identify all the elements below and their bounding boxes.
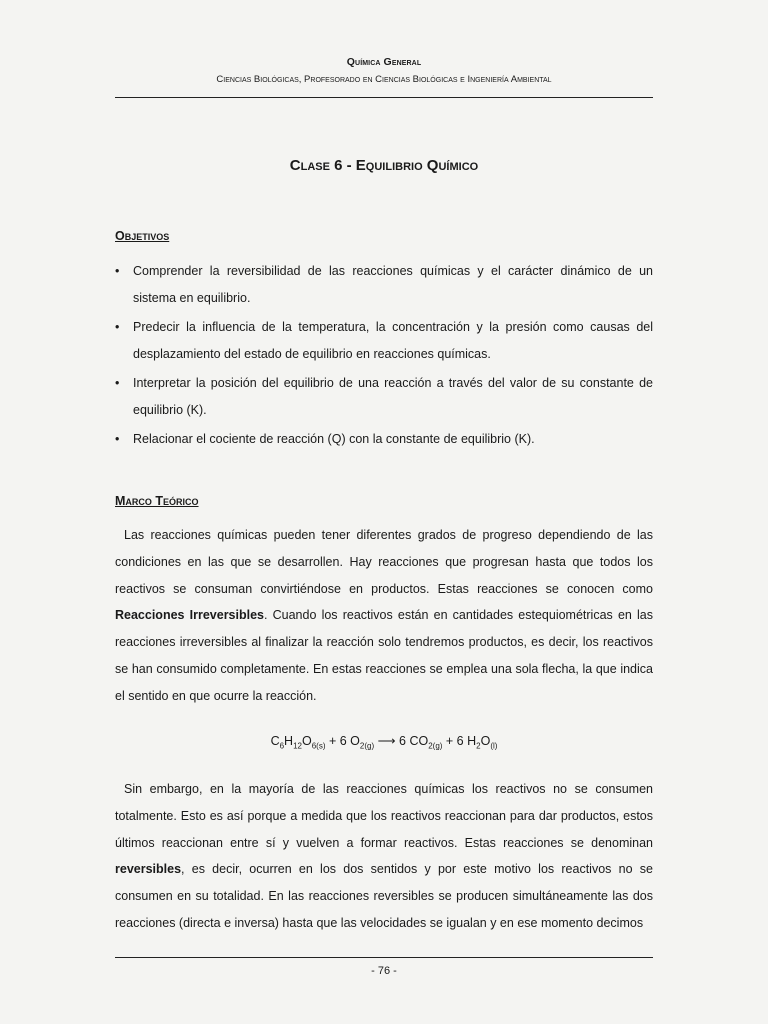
- objectives-list: [115, 258, 653, 455]
- footer-rule: [115, 957, 653, 958]
- course-name: Química General: [346, 56, 422, 68]
- program-names: Ciencias Biológicas, Profesorado en Ciencias Biológicas e Ingeniería Ambiental: [216, 74, 552, 85]
- reaction-arrow-icon: ⟶: [374, 734, 400, 748]
- bold-term: reversibles: [115, 862, 182, 877]
- objective-text: Predecir la influencia de la temperatura, la concentración y la presión como causas del desplazamiento del estado de equilibrio en reacciones químicas.: [133, 320, 653, 361]
- paragraph-irreversibles: [115, 522, 653, 710]
- page-title: Clase 6 - Equilibrio Químico: [289, 157, 479, 174]
- bullet-icon: •: [115, 432, 120, 446]
- bullet-icon: •: [115, 264, 120, 278]
- chemical-equation: $C_6H_{12}O_{6(s)} + 6$ $O_{2(g)}$ ⟶ 6 $CO_{2(g)} + 6$ $H_2O_{(l)}$: [270, 734, 498, 751]
- list-item: [115, 426, 653, 453]
- bullet-icon: •: [115, 320, 120, 334]
- paragraph-text: , es decir, ocurren en los dos sentidos y por este motivo los reactivos no se consumen en su totalidad. En las reacciones reversibles se producen simultáneamente las dos reacciones (directa e inversa) hasta que las velocidades se igualan y en ese momento decimos: [115, 862, 653, 930]
- objective-text: Interpretar la posición del equilibrio de una reacción a través del valor de su constante de equilibrio (K).: [133, 376, 653, 417]
- bold-term: Reacciones Irreversibles: [115, 608, 264, 623]
- paragraph-text: Las reacciones químicas pueden tener diferentes grados de progreso dependiendo de las condiciones en las que se desarrollen. Hay reacciones que progresan hasta que todos los reactivos se consuman convirtiéndose en productos. Estas reacciones se conocen como: [115, 528, 653, 596]
- objective-text: Relacionar el cociente de reacción (Q) con la constante de equilibrio (K).: [133, 432, 535, 446]
- section-heading-marco-teorico: Marco Teórico: [115, 494, 199, 508]
- list-item: [115, 370, 653, 424]
- paragraph-text: Sin embargo, en la mayoría de las reacciones químicas los reactivos no se consumen totalmente. Esto es así porque a medida que los reactivos reaccionan para dar productos, estos últimos reaccionan entre sí y vuelven a formar reactivos. Estas reacciones se denominan: [115, 782, 653, 850]
- header-rule: [115, 97, 653, 98]
- section-heading-objetivos: Objetivos: [115, 229, 170, 243]
- page-number: - 76 -: [371, 965, 397, 977]
- list-item: [115, 258, 653, 312]
- list-item: [115, 314, 653, 368]
- objective-text: Comprender la reversibilidad de las reacciones químicas y el carácter dinámico de un sistema en equilibrio.: [133, 264, 653, 305]
- paragraph-reversibles: [115, 776, 653, 937]
- running-header: [115, 56, 653, 85]
- paragraph-text: . Cuando los reactivos están en cantidades estequiométricas en las reacciones irreversibles al finalizar la reacción solo tendremos productos, es decir, los reactivos se han consumido completamente. En estas reacciones se emplea una sola flecha, la que indica el sentido en que ocurre la reacción.: [115, 608, 653, 703]
- bullet-icon: •: [115, 376, 120, 390]
